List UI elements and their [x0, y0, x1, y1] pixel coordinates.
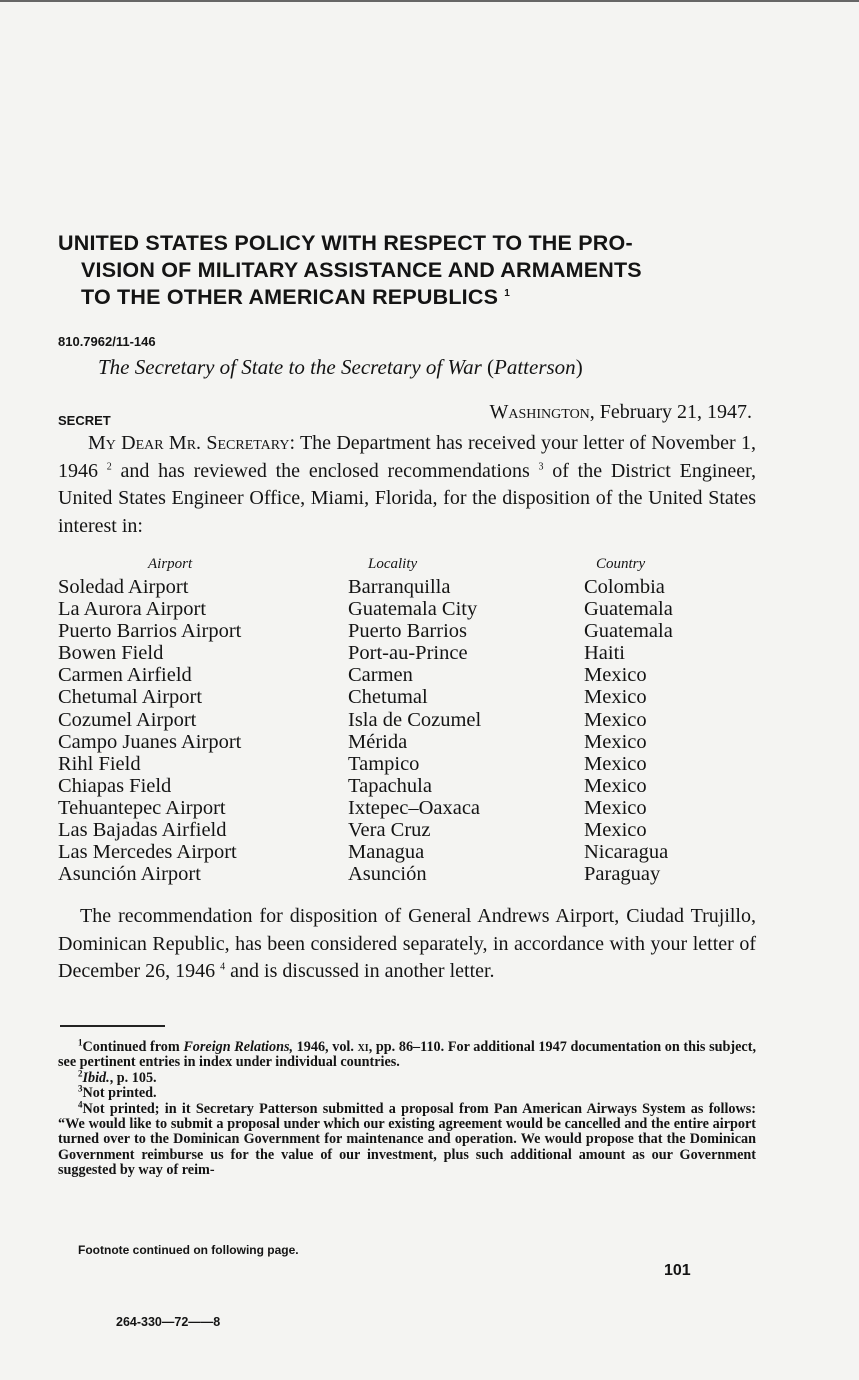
table-row: [58, 841, 778, 863]
country-cell: Mexico: [584, 686, 647, 709]
table-row: [58, 819, 778, 841]
country-cell: Mexico: [584, 664, 647, 687]
table-row: [58, 620, 778, 642]
body-paragraph-2: [58, 903, 756, 986]
country-cell: Mexico: [584, 752, 647, 775]
airport-cell: Soledad Airport: [58, 576, 189, 598]
airport-table: [58, 576, 778, 885]
locality-cell: Tampico: [348, 752, 420, 775]
page-title: [58, 230, 758, 311]
footnote-4: [58, 1098, 756, 1179]
footnote-1-source: Foreign Relations,: [183, 1039, 294, 1055]
locality-cell: Chetumal: [348, 686, 428, 709]
locality-cell: Port-au-Prince: [348, 642, 468, 665]
footnote-1: [58, 1037, 756, 1071]
locality-cell: Tapachula: [348, 774, 432, 797]
airport-cell: Asunción Airport: [58, 863, 201, 886]
airport-cell: Las Mercedes Airport: [58, 841, 237, 864]
country-cell: Colombia: [584, 576, 665, 598]
footnote-divider: [60, 1025, 165, 1027]
footnote-2-ibid: Ibid.: [82, 1069, 110, 1086]
table-row: [58, 686, 778, 708]
country-cell: Haiti: [584, 642, 625, 665]
locality-cell: Vera Cruz: [348, 819, 431, 842]
airport-cell: Cozumel Airport: [58, 708, 197, 731]
locality-cell: Barranquilla: [348, 576, 451, 598]
para2-text-1: The recommendation for disposition of General Andrews Airport, Ciudad Trujillo, Dominican Republic, has been considered separately, in accordance with your letter of December 26, 1946: [58, 905, 756, 982]
footnote-ref-3[interactable]: 3: [538, 460, 544, 472]
footnote-1-marker: 1: [78, 1037, 83, 1048]
footnote-ref-2[interactable]: 2: [106, 460, 112, 472]
locality-cell: Isla de Cozumel: [348, 708, 482, 731]
airport-cell: Tehuantepec Airport: [58, 796, 226, 819]
heading-paren-close: ): [575, 355, 583, 379]
locality-cell: Ixtepec–Oaxaca: [348, 796, 481, 819]
table-row: [58, 576, 778, 598]
airport-cell: Campo Juanes Airport: [58, 730, 242, 753]
locality-cell: Carmen: [348, 664, 413, 687]
footnote-4-marker: 4: [78, 1098, 83, 1109]
table-row: [58, 863, 778, 885]
locality-cell: Asunción: [348, 863, 427, 886]
table-row: [58, 775, 778, 797]
print-code: 264-330—72——8: [116, 1315, 221, 1329]
table-row: [58, 753, 778, 775]
footnote-4-text: Not printed; in it Secretary Patterson submitted a proposal from Pan American Airways System as follows: “We would like to submit a proposal under which our existing agreement would be cancelled and the entire airport turned over to the Dominican Government for maintenance and operation. We would propose that the Dominican Government reimburse us for the value of our investment, plus such additional amount as our Government suggested by way of reim-: [58, 1100, 756, 1179]
footnote-ref-4[interactable]: 4: [220, 961, 226, 973]
country-cell: Guatemala: [584, 598, 673, 621]
country-cell: Mexico: [584, 774, 647, 797]
document-number: 810.7962/11-146: [58, 334, 156, 349]
title-line-1: UNITED STATES POLICY WITH RESPECT TO THE PRO-: [58, 231, 633, 255]
body-paragraph-1: [58, 430, 756, 540]
footnote-3: [58, 1083, 756, 1102]
country-cell: Mexico: [584, 730, 647, 753]
table-row: [58, 598, 778, 620]
table-row: [58, 664, 778, 686]
airport-cell: Carmen Airfield: [58, 664, 192, 687]
page-number: 101: [664, 1262, 691, 1279]
title-line-3-text: TO THE OTHER AMERICAN REPUBLICS: [81, 285, 499, 309]
footnote-2-text: , p. 105.: [109, 1069, 157, 1086]
top-edge-line: [0, 0, 859, 2]
footnote-1-text-b: 1946, vol.: [293, 1039, 358, 1055]
heading-paren-open: (: [487, 355, 495, 379]
para1-text-1: The Department has received your letter of November 1, 1946: [58, 432, 756, 482]
column-header-locality: Locality: [368, 556, 418, 572]
table-row: [58, 731, 778, 753]
footnote-2: [58, 1068, 756, 1086]
dateline: [490, 401, 753, 424]
title-line-3: [58, 284, 758, 311]
footnote-continued-note: Footnote continued on following page.: [78, 1243, 299, 1257]
table-row: [58, 797, 778, 819]
airport-cell: Chiapas Field: [58, 774, 172, 797]
footnote-2-marker: 2: [78, 1068, 83, 1079]
locality-cell: Guatemala City: [348, 598, 478, 621]
footnote-3-marker: 3: [78, 1083, 83, 1094]
airport-cell: Las Bajadas Airfield: [58, 819, 227, 842]
country-cell: Guatemala: [584, 620, 673, 643]
document-heading: [98, 355, 583, 380]
heading-name: Patterson: [494, 355, 576, 379]
dateline-place: Washington: [489, 401, 590, 423]
salutation: My Dear Mr. Secretary:: [88, 432, 296, 454]
airport-cell: Chetumal Airport: [58, 686, 203, 709]
country-cell: Mexico: [584, 796, 647, 819]
airport-cell: La Aurora Airport: [58, 598, 207, 621]
country-cell: Paraguay: [584, 863, 661, 886]
table-row: [58, 642, 778, 664]
title-footnote-ref[interactable]: 1: [504, 287, 511, 299]
column-header-country: Country: [596, 556, 646, 572]
title-line-2: VISION OF MILITARY ASSISTANCE AND ARMAMENTS: [81, 258, 642, 282]
country-cell: Nicaragua: [584, 841, 669, 864]
heading-text: The Secretary of State to the Secretary of War: [98, 355, 482, 379]
airport-cell: Rihl Field: [58, 752, 141, 775]
country-cell: Mexico: [584, 708, 647, 731]
column-header-airport: Airport: [148, 556, 193, 572]
table-row: [58, 709, 778, 731]
classification-label: SECRET: [58, 413, 111, 428]
airport-cell: Puerto Barrios Airport: [58, 620, 242, 643]
para1-text-3: of the District Engineer, United States Engineer Office, Miami, Florida, for the disposition of the United States interest in:: [58, 459, 756, 537]
locality-cell: Puerto Barrios: [348, 620, 467, 643]
locality-cell: Mérida: [348, 730, 408, 753]
country-cell: Mexico: [584, 819, 647, 842]
footnotes: [58, 1037, 756, 1179]
dateline-date: , February 21, 1947.: [589, 401, 752, 423]
footnote-1-volume: xi: [357, 1039, 369, 1055]
locality-cell: Managua: [348, 841, 425, 864]
airport-cell: Bowen Field: [58, 642, 164, 665]
para2-text-2: and is discussed in another letter.: [225, 960, 495, 982]
footnote-1-text-c: , pp. 86–110. For additional 1947 documentation on this subject, see pertinent entries in index under individual countries.: [58, 1039, 756, 1071]
para1-text-2: and has reviewed the enclosed recommendations: [111, 459, 539, 482]
footnote-1-text-a: Continued from: [82, 1039, 184, 1055]
footnote-3-text: Not printed.: [82, 1085, 157, 1102]
